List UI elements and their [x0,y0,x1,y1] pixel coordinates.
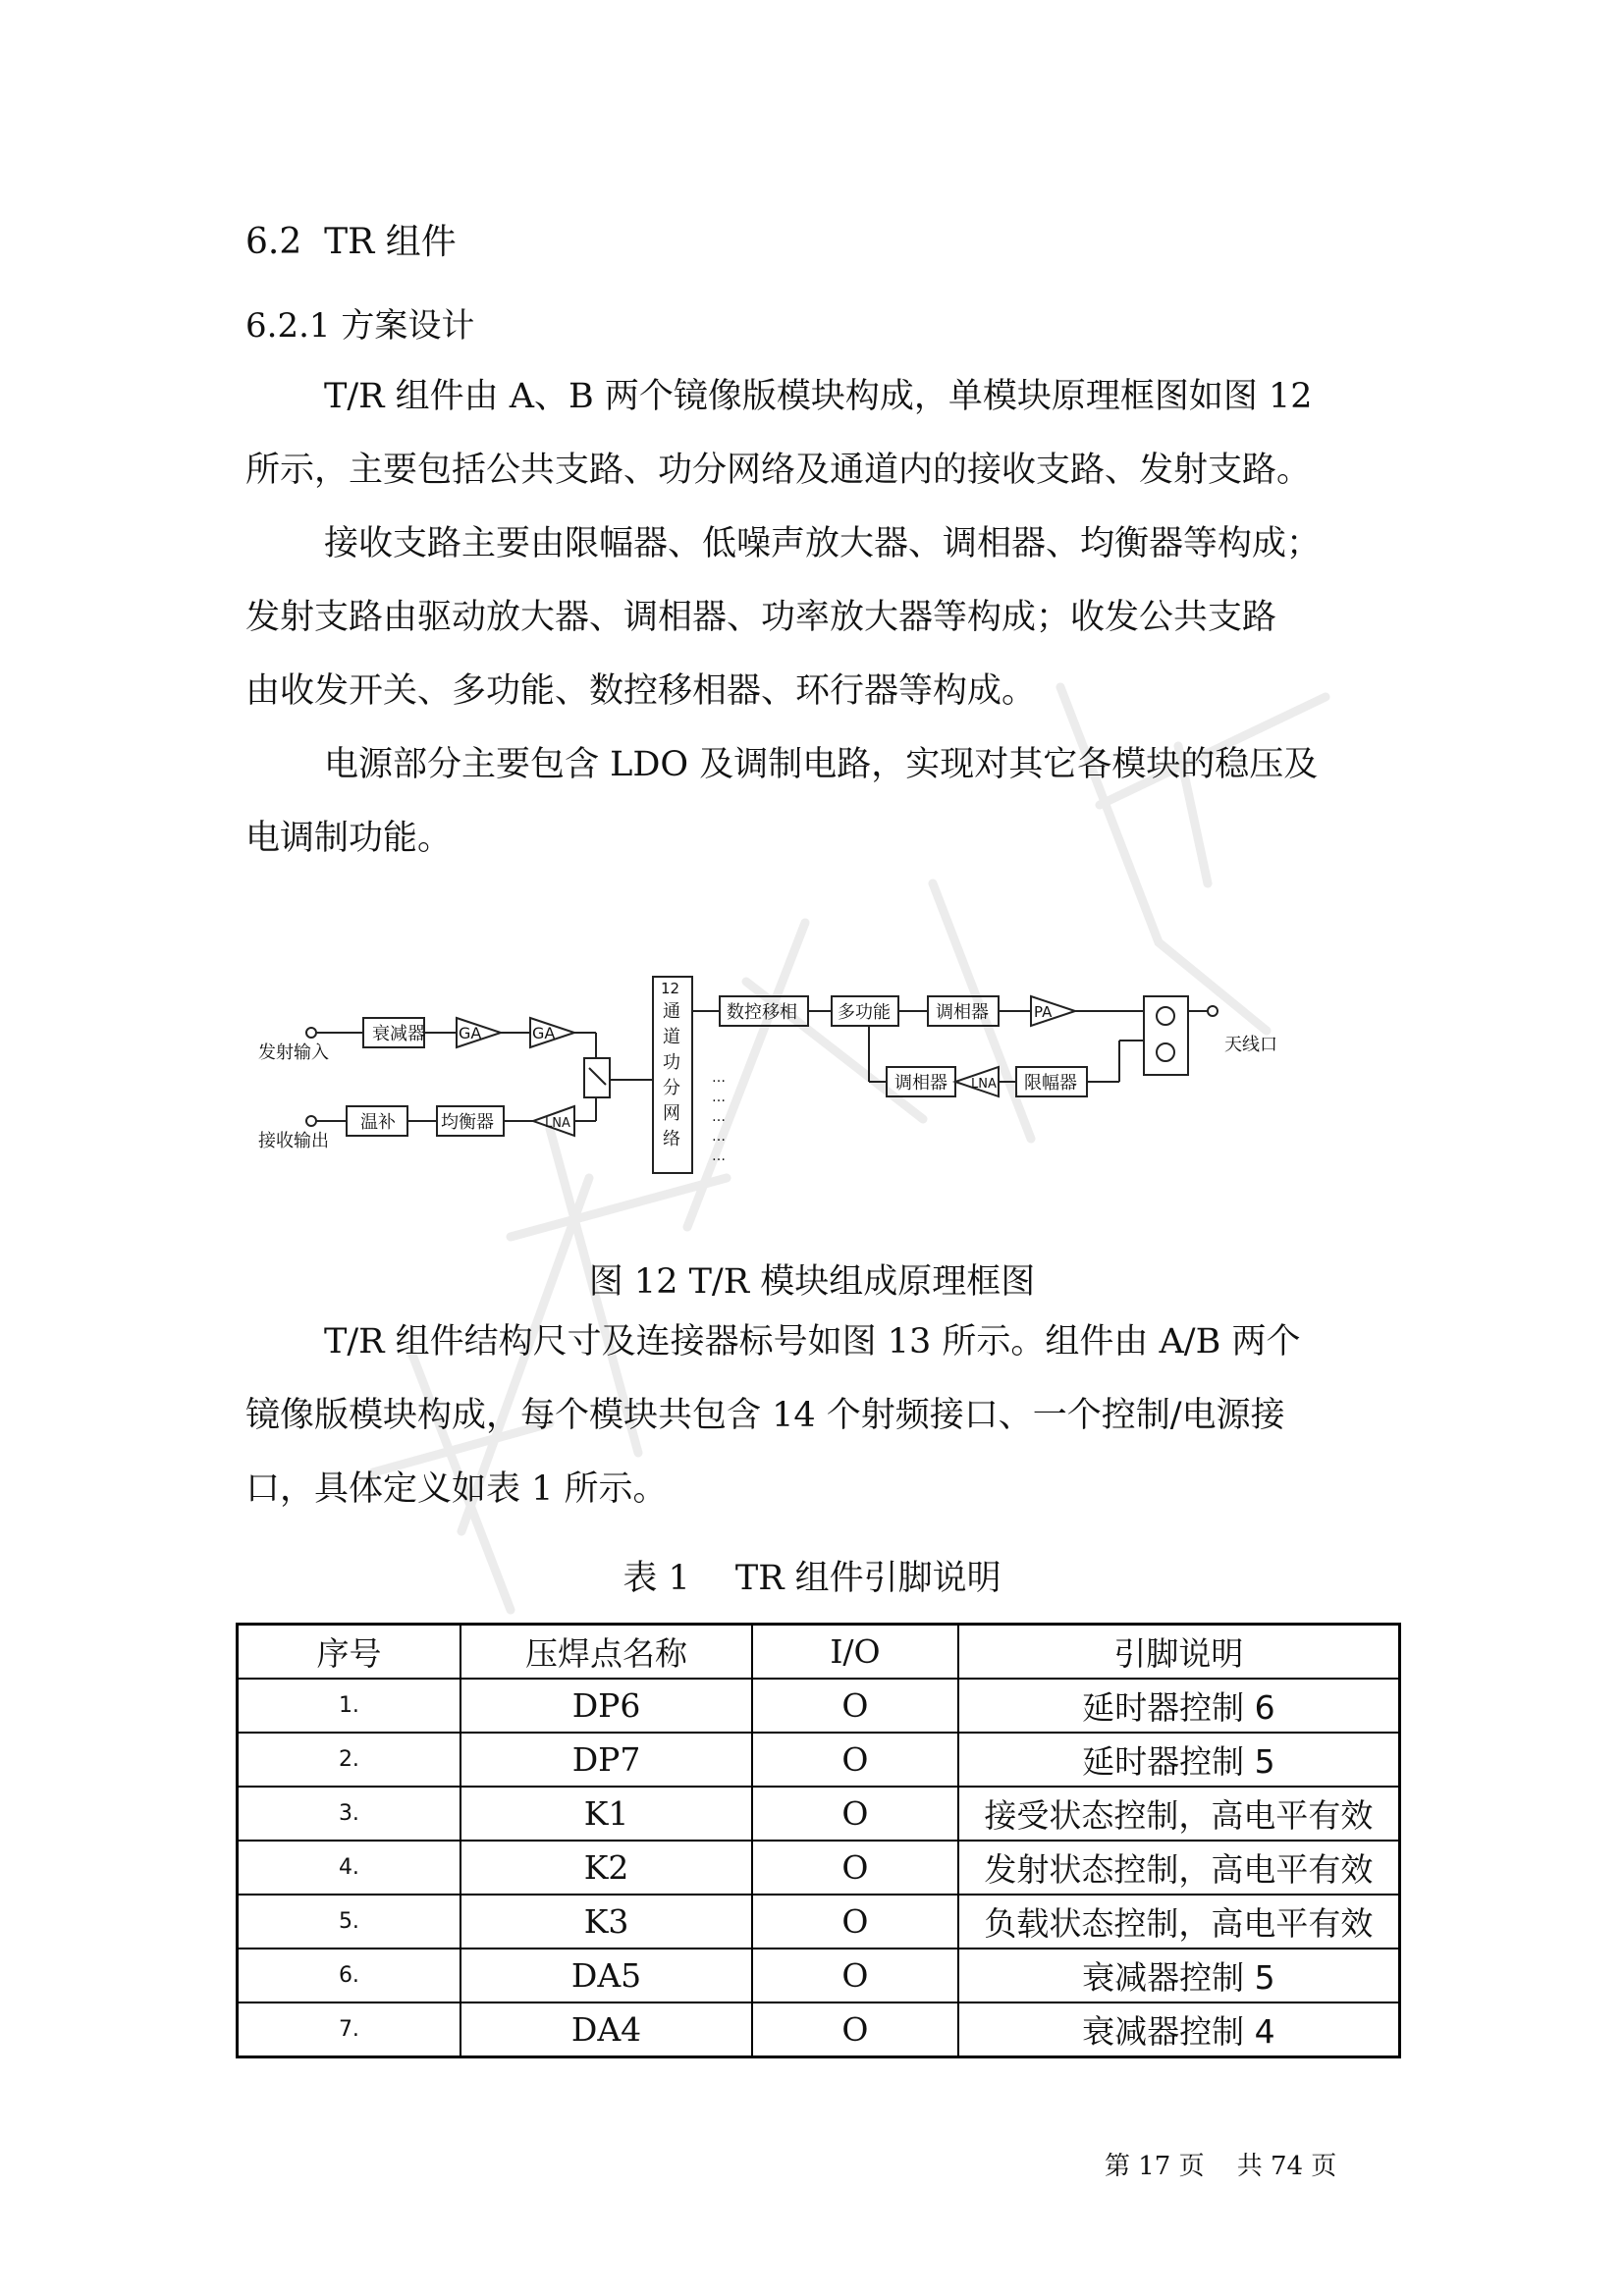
paragraph-2 [245,507,1394,728]
page-footer [1105,2146,1336,2182]
ellipsis-mark: … [712,1090,726,1105]
subsection-number: 6.2.1 [245,306,331,346]
paragraph-line: 电调制功能。 [245,819,453,858]
cell-index: 2. [238,1733,460,1787]
splitter-label: 分 [663,1078,680,1098]
tr-switch [584,1058,610,1097]
cell-pad-name: DP6 [460,1679,752,1733]
table-row [238,1679,1400,1733]
cell-index: 6. [238,1949,460,2002]
lna-left-label: LNA [545,1116,570,1131]
splitter-label: 道 [663,1027,680,1047]
lna-right-label: LNA [971,1077,997,1092]
section-title: TR 组件 [324,222,457,262]
cell-pad-name: DA5 [460,1949,752,2002]
header-pad-name: 压焊点名称 [460,1625,752,1680]
cell-pad-name: K1 [460,1787,752,1841]
rx-output-port [306,1116,316,1126]
cell-index: 3. [238,1787,460,1841]
cell-pad-name: K3 [460,1895,752,1949]
cell-io: O [752,1679,958,1733]
splitter-label: 功 [663,1052,680,1073]
splitter-label: 网 [663,1103,680,1124]
table-caption: 表 1 TR 组件引脚说明 [623,1559,1001,1598]
cell-io: O [752,1787,958,1841]
ga1-label: GA [459,1024,482,1042]
paragraph-3 [245,728,1394,876]
limiter-label: 限幅器 [1024,1073,1077,1094]
cell-io: O [752,1895,958,1949]
table-row [238,2002,1400,2057]
antenna-port [1208,1006,1218,1016]
paragraph-line: 电源部分主要包含 LDO 及调制电路，实现对其它各模块的稳压及 [324,745,1319,784]
temp-comp-label: 温补 [360,1112,396,1133]
table-row [238,1949,1400,2002]
phase-shifter-label: 数控移相 [727,1002,797,1023]
paragraph-line: 由收发开关、多功能、数控移相器、环行器等构成。 [245,671,1037,711]
splitter-label: 12 [661,980,680,997]
rx-output-label: 接收输出 [258,1131,329,1151]
page-total: 共 74 页 [1236,2152,1337,2181]
cell-description: 衰减器控制 5 [958,1949,1400,2002]
cell-io: O [752,2002,958,2057]
paragraph-line: 口，具体定义如表 1 所示。 [245,1469,668,1509]
ellipsis-mark: … [712,1070,726,1086]
rx-phase-label: 调相器 [894,1073,947,1094]
tx-input-label: 发射输入 [258,1042,329,1063]
subsection-title: 方案设计 [341,306,475,346]
cell-pad-name: DP7 [460,1733,752,1787]
paragraph-line: 发射支路由驱动放大器、调相器、功率放大器等构成；收发公共支路 [245,598,1277,637]
cell-description: 延时器控制 5 [958,1733,1400,1787]
cell-index: 1. [238,1679,460,1733]
ellipsis-mark: … [712,1148,726,1164]
figure-caption: 图 12 T/R 模块组成原理框图 [588,1262,1036,1302]
ellipsis-mark: … [712,1109,726,1125]
equalizer-label: 均衡器 [441,1112,494,1133]
table-row [238,1895,1400,1949]
cell-index: 7. [238,2002,460,2057]
cell-io: O [752,1949,958,2002]
table-row [238,1841,1400,1895]
table-header-row [238,1625,1400,1680]
cell-description: 延时器控制 6 [958,1679,1400,1733]
paragraph-1 [245,360,1394,507]
page-number: 第 17 页 [1105,2152,1205,2181]
cell-io: O [752,1841,958,1895]
paragraph-line: T/R 组件由 A、B 两个镜像版模块构成，单模块原理框图如图 12 [324,377,1313,416]
ga2-label: GA [532,1024,556,1042]
paragraph-line: 接收支路主要由限幅器、低噪声放大器、调相器、均衡器等构成； [324,524,1322,563]
paragraph-4 [245,1306,1394,1526]
table-row [238,1733,1400,1787]
paragraph-line: 镜像版模块构成，每个模块共包含 14 个射频接口、一个控制/电源接 [245,1396,1285,1435]
tx-input-port [306,1028,316,1038]
header-io: I/O [752,1625,958,1680]
pa-label: PA [1034,1003,1053,1021]
cell-pad-name: K2 [460,1841,752,1895]
subsection-heading [245,298,474,347]
section-heading [245,214,457,264]
cell-description: 发射状态控制，高电平有效 [958,1841,1400,1895]
splitter-label: 络 [663,1129,680,1149]
cell-index: 4. [238,1841,460,1895]
cell-description: 接受状态控制，高电平有效 [958,1787,1400,1841]
header-description: 引脚说明 [958,1625,1400,1680]
tx-phase-label: 调相器 [936,1002,989,1023]
ellipsis-mark: … [712,1129,726,1145]
cell-index: 5. [238,1895,460,1949]
splitter-label: 通 [663,1001,680,1022]
paragraph-line: 所示，主要包括公共支路、功分网络及通道内的接收支路、发射支路。 [245,451,1312,490]
cell-description: 负载状态控制，高电平有效 [958,1895,1400,1949]
attenuator-label: 衰减器 [372,1024,425,1044]
header-index: 序号 [238,1625,460,1680]
paragraph-line: T/R 组件结构尺寸及连接器标号如图 13 所示。组件由 A/B 两个 [324,1322,1301,1362]
cell-description: 衰减器控制 4 [958,2002,1400,2057]
section-number: 6.2 [245,222,302,262]
cell-pad-name: DA4 [460,2002,752,2057]
multifunction-label: 多功能 [838,1002,891,1023]
table-row [238,1787,1400,1841]
tr-module-block-diagram [250,972,1340,1198]
antenna-label: 天线口 [1224,1035,1277,1055]
pin-table [236,1623,1401,2058]
cell-io: O [752,1733,958,1787]
